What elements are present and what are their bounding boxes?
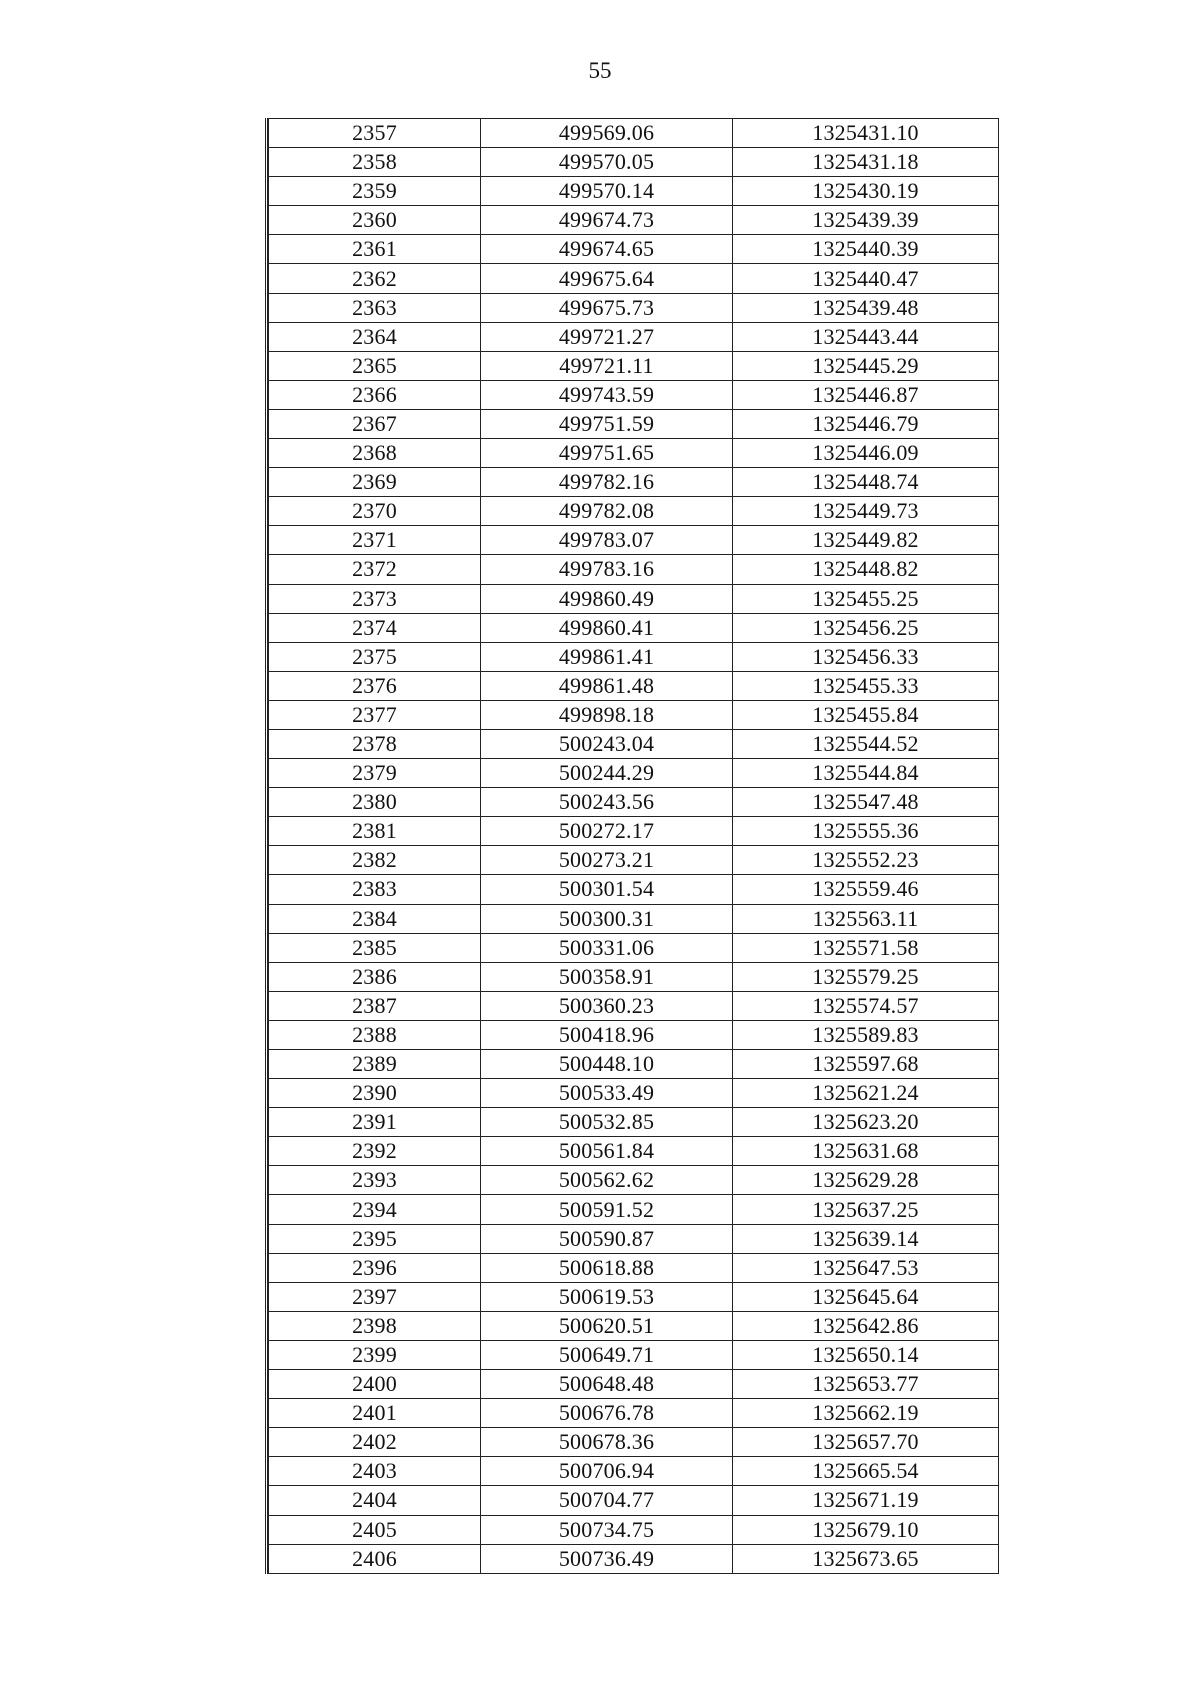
y-coordinate-cell: 1325440.39 — [733, 235, 999, 264]
y-coordinate-cell: 1325430.19 — [733, 177, 999, 206]
x-coordinate-cell: 499783.07 — [481, 526, 733, 555]
point-number-cell: 2390 — [269, 1079, 481, 1108]
y-coordinate-cell: 1325445.29 — [733, 351, 999, 380]
x-coordinate-cell: 499861.41 — [481, 642, 733, 671]
x-coordinate-cell: 500648.48 — [481, 1370, 733, 1399]
table-row — [269, 1253, 999, 1282]
x-coordinate-cell: 500331.06 — [481, 933, 733, 962]
table-row — [269, 1428, 999, 1457]
point-number-cell: 2360 — [269, 206, 481, 235]
x-coordinate-cell: 500706.94 — [481, 1457, 733, 1486]
x-coordinate-cell: 500448.10 — [481, 1050, 733, 1079]
x-coordinate-cell: 499860.49 — [481, 584, 733, 613]
table-row — [269, 1311, 999, 1340]
x-coordinate-cell: 499569.06 — [481, 119, 733, 148]
y-coordinate-cell: 1325449.82 — [733, 526, 999, 555]
y-coordinate-cell: 1325662.19 — [733, 1399, 999, 1428]
table-row — [269, 613, 999, 642]
y-coordinate-cell: 1325642.86 — [733, 1311, 999, 1340]
y-coordinate-cell: 1325446.79 — [733, 409, 999, 438]
x-coordinate-cell: 499898.18 — [481, 700, 733, 729]
x-coordinate-cell: 499675.73 — [481, 293, 733, 322]
point-number-cell: 2399 — [269, 1340, 481, 1369]
y-coordinate-cell: 1325629.28 — [733, 1166, 999, 1195]
table-row — [269, 991, 999, 1020]
point-number-cell: 2367 — [269, 409, 481, 438]
point-number-cell: 2379 — [269, 759, 481, 788]
y-coordinate-cell: 1325446.09 — [733, 439, 999, 468]
point-number-cell: 2402 — [269, 1428, 481, 1457]
y-coordinate-cell: 1325439.39 — [733, 206, 999, 235]
point-number-cell: 2400 — [269, 1370, 481, 1399]
table-row — [269, 584, 999, 613]
table-row — [269, 497, 999, 526]
x-coordinate-cell: 500649.71 — [481, 1340, 733, 1369]
point-number-cell: 2374 — [269, 613, 481, 642]
table-row — [269, 1108, 999, 1137]
y-coordinate-cell: 1325653.77 — [733, 1370, 999, 1399]
table-row — [269, 817, 999, 846]
y-coordinate-cell: 1325448.82 — [733, 555, 999, 584]
x-coordinate-cell: 500533.49 — [481, 1079, 733, 1108]
point-number-cell: 2375 — [269, 642, 481, 671]
y-coordinate-cell: 1325574.57 — [733, 991, 999, 1020]
table-row — [269, 846, 999, 875]
y-coordinate-cell: 1325621.24 — [733, 1079, 999, 1108]
point-number-cell: 2394 — [269, 1195, 481, 1224]
point-number-cell: 2371 — [269, 526, 481, 555]
table-row — [269, 351, 999, 380]
y-coordinate-cell: 1325449.73 — [733, 497, 999, 526]
point-number-cell: 2366 — [269, 380, 481, 409]
point-number-cell: 2383 — [269, 875, 481, 904]
table-row — [269, 439, 999, 468]
y-coordinate-cell: 1325446.87 — [733, 380, 999, 409]
y-coordinate-cell: 1325552.23 — [733, 846, 999, 875]
point-number-cell: 2380 — [269, 788, 481, 817]
y-coordinate-cell: 1325650.14 — [733, 1340, 999, 1369]
table-row — [269, 526, 999, 555]
y-coordinate-cell: 1325571.58 — [733, 933, 999, 962]
x-coordinate-cell: 499721.11 — [481, 351, 733, 380]
point-number-cell: 2357 — [269, 119, 481, 148]
y-coordinate-cell: 1325639.14 — [733, 1224, 999, 1253]
table-row — [269, 1370, 999, 1399]
table-row — [269, 729, 999, 758]
x-coordinate-cell: 500619.53 — [481, 1282, 733, 1311]
point-number-cell: 2404 — [269, 1486, 481, 1515]
y-coordinate-cell: 1325544.84 — [733, 759, 999, 788]
x-coordinate-cell: 499675.64 — [481, 264, 733, 293]
x-coordinate-cell: 500676.78 — [481, 1399, 733, 1428]
x-coordinate-cell: 500532.85 — [481, 1108, 733, 1137]
point-number-cell: 2364 — [269, 322, 481, 351]
table-row — [269, 177, 999, 206]
table-row — [269, 119, 999, 148]
y-coordinate-cell: 1325431.18 — [733, 148, 999, 177]
x-coordinate-cell: 500418.96 — [481, 1020, 733, 1049]
x-coordinate-cell: 500678.36 — [481, 1428, 733, 1457]
x-coordinate-cell: 500301.54 — [481, 875, 733, 904]
x-coordinate-cell: 499570.14 — [481, 177, 733, 206]
y-coordinate-cell: 1325647.53 — [733, 1253, 999, 1282]
y-coordinate-cell: 1325637.25 — [733, 1195, 999, 1224]
point-number-cell: 2363 — [269, 293, 481, 322]
y-coordinate-cell: 1325431.10 — [733, 119, 999, 148]
table-row — [269, 264, 999, 293]
point-number-cell: 2396 — [269, 1253, 481, 1282]
coordinates-table-body — [269, 119, 999, 1574]
y-coordinate-cell: 1325563.11 — [733, 904, 999, 933]
table-row — [269, 555, 999, 584]
point-number-cell: 2387 — [269, 991, 481, 1020]
x-coordinate-cell: 500734.75 — [481, 1515, 733, 1544]
x-coordinate-cell: 499861.48 — [481, 671, 733, 700]
y-coordinate-cell: 1325671.19 — [733, 1486, 999, 1515]
y-coordinate-cell: 1325559.46 — [733, 875, 999, 904]
table-row — [269, 1020, 999, 1049]
point-number-cell: 2378 — [269, 729, 481, 758]
x-coordinate-cell: 500590.87 — [481, 1224, 733, 1253]
table-row — [269, 380, 999, 409]
point-number-cell: 2398 — [269, 1311, 481, 1340]
point-number-cell: 2372 — [269, 555, 481, 584]
table-row — [269, 788, 999, 817]
y-coordinate-cell: 1325589.83 — [733, 1020, 999, 1049]
x-coordinate-cell: 499783.16 — [481, 555, 733, 584]
point-number-cell: 2373 — [269, 584, 481, 613]
table-row — [269, 1166, 999, 1195]
y-coordinate-cell: 1325657.70 — [733, 1428, 999, 1457]
x-coordinate-cell: 500360.23 — [481, 991, 733, 1020]
point-number-cell: 2358 — [269, 148, 481, 177]
x-coordinate-cell: 500243.04 — [481, 729, 733, 758]
table-row — [269, 1224, 999, 1253]
y-coordinate-cell: 1325439.48 — [733, 293, 999, 322]
y-coordinate-cell: 1325455.25 — [733, 584, 999, 613]
table-row — [269, 1486, 999, 1515]
table-row — [269, 1079, 999, 1108]
x-coordinate-cell: 500591.52 — [481, 1195, 733, 1224]
table-row — [269, 1195, 999, 1224]
x-coordinate-cell: 499743.59 — [481, 380, 733, 409]
table-row — [269, 904, 999, 933]
x-coordinate-cell: 500272.17 — [481, 817, 733, 846]
x-coordinate-cell: 500273.21 — [481, 846, 733, 875]
y-coordinate-cell: 1325679.10 — [733, 1515, 999, 1544]
table-row — [269, 1457, 999, 1486]
coordinates-table — [268, 118, 999, 1574]
y-coordinate-cell: 1325645.64 — [733, 1282, 999, 1311]
x-coordinate-cell: 500243.56 — [481, 788, 733, 817]
point-number-cell: 2393 — [269, 1166, 481, 1195]
x-coordinate-cell: 500704.77 — [481, 1486, 733, 1515]
point-number-cell: 2376 — [269, 671, 481, 700]
table-row — [269, 322, 999, 351]
point-number-cell: 2406 — [269, 1544, 481, 1573]
y-coordinate-cell: 1325440.47 — [733, 264, 999, 293]
table-row — [269, 1137, 999, 1166]
point-number-cell: 2386 — [269, 962, 481, 991]
point-number-cell: 2392 — [269, 1137, 481, 1166]
point-number-cell: 2362 — [269, 264, 481, 293]
x-coordinate-cell: 500736.49 — [481, 1544, 733, 1573]
point-number-cell: 2382 — [269, 846, 481, 875]
x-coordinate-cell: 499860.41 — [481, 613, 733, 642]
x-coordinate-cell: 500244.29 — [481, 759, 733, 788]
point-number-cell: 2391 — [269, 1108, 481, 1137]
y-coordinate-cell: 1325547.48 — [733, 788, 999, 817]
x-coordinate-cell: 499751.59 — [481, 409, 733, 438]
table-row — [269, 1282, 999, 1311]
point-number-cell: 2389 — [269, 1050, 481, 1079]
coordinates-table-wrapper — [265, 118, 1000, 1574]
y-coordinate-cell: 1325623.20 — [733, 1108, 999, 1137]
point-number-cell: 2395 — [269, 1224, 481, 1253]
y-coordinate-cell: 1325448.74 — [733, 468, 999, 497]
table-row — [269, 468, 999, 497]
table-row — [269, 206, 999, 235]
y-coordinate-cell: 1325455.84 — [733, 700, 999, 729]
point-number-cell: 2377 — [269, 700, 481, 729]
x-coordinate-cell: 499570.05 — [481, 148, 733, 177]
y-coordinate-cell: 1325544.52 — [733, 729, 999, 758]
point-number-cell: 2405 — [269, 1515, 481, 1544]
table-row — [269, 409, 999, 438]
table-row — [269, 875, 999, 904]
table-row — [269, 1050, 999, 1079]
point-number-cell: 2385 — [269, 933, 481, 962]
table-row — [269, 671, 999, 700]
point-number-cell: 2370 — [269, 497, 481, 526]
table-row — [269, 1515, 999, 1544]
y-coordinate-cell: 1325673.65 — [733, 1544, 999, 1573]
point-number-cell: 2401 — [269, 1399, 481, 1428]
x-coordinate-cell: 500300.31 — [481, 904, 733, 933]
point-number-cell: 2403 — [269, 1457, 481, 1486]
x-coordinate-cell: 500562.62 — [481, 1166, 733, 1195]
y-coordinate-cell: 1325443.44 — [733, 322, 999, 351]
y-coordinate-cell: 1325631.68 — [733, 1137, 999, 1166]
point-number-cell: 2384 — [269, 904, 481, 933]
y-coordinate-cell: 1325456.25 — [733, 613, 999, 642]
table-row — [269, 148, 999, 177]
point-number-cell: 2368 — [269, 439, 481, 468]
x-coordinate-cell: 500618.88 — [481, 1253, 733, 1282]
x-coordinate-cell: 500620.51 — [481, 1311, 733, 1340]
point-number-cell: 2388 — [269, 1020, 481, 1049]
table-row — [269, 235, 999, 264]
table-row — [269, 1340, 999, 1369]
point-number-cell: 2397 — [269, 1282, 481, 1311]
x-coordinate-cell: 500561.84 — [481, 1137, 733, 1166]
table-row — [269, 933, 999, 962]
y-coordinate-cell: 1325455.33 — [733, 671, 999, 700]
x-coordinate-cell: 500358.91 — [481, 962, 733, 991]
table-row — [269, 1544, 999, 1573]
x-coordinate-cell: 499782.08 — [481, 497, 733, 526]
page-number: 55 — [588, 58, 612, 83]
y-coordinate-cell: 1325597.68 — [733, 1050, 999, 1079]
y-coordinate-cell: 1325456.33 — [733, 642, 999, 671]
point-number-cell: 2359 — [269, 177, 481, 206]
y-coordinate-cell: 1325579.25 — [733, 962, 999, 991]
point-number-cell: 2369 — [269, 468, 481, 497]
table-row — [269, 642, 999, 671]
point-number-cell: 2365 — [269, 351, 481, 380]
x-coordinate-cell: 499751.65 — [481, 439, 733, 468]
point-number-cell: 2361 — [269, 235, 481, 264]
x-coordinate-cell: 499782.16 — [481, 468, 733, 497]
y-coordinate-cell: 1325665.54 — [733, 1457, 999, 1486]
point-number-cell: 2381 — [269, 817, 481, 846]
table-row — [269, 759, 999, 788]
y-coordinate-cell: 1325555.36 — [733, 817, 999, 846]
x-coordinate-cell: 499721.27 — [481, 322, 733, 351]
x-coordinate-cell: 499674.65 — [481, 235, 733, 264]
table-row — [269, 962, 999, 991]
table-row — [269, 293, 999, 322]
table-row — [269, 1399, 999, 1428]
x-coordinate-cell: 499674.73 — [481, 206, 733, 235]
table-row — [269, 700, 999, 729]
